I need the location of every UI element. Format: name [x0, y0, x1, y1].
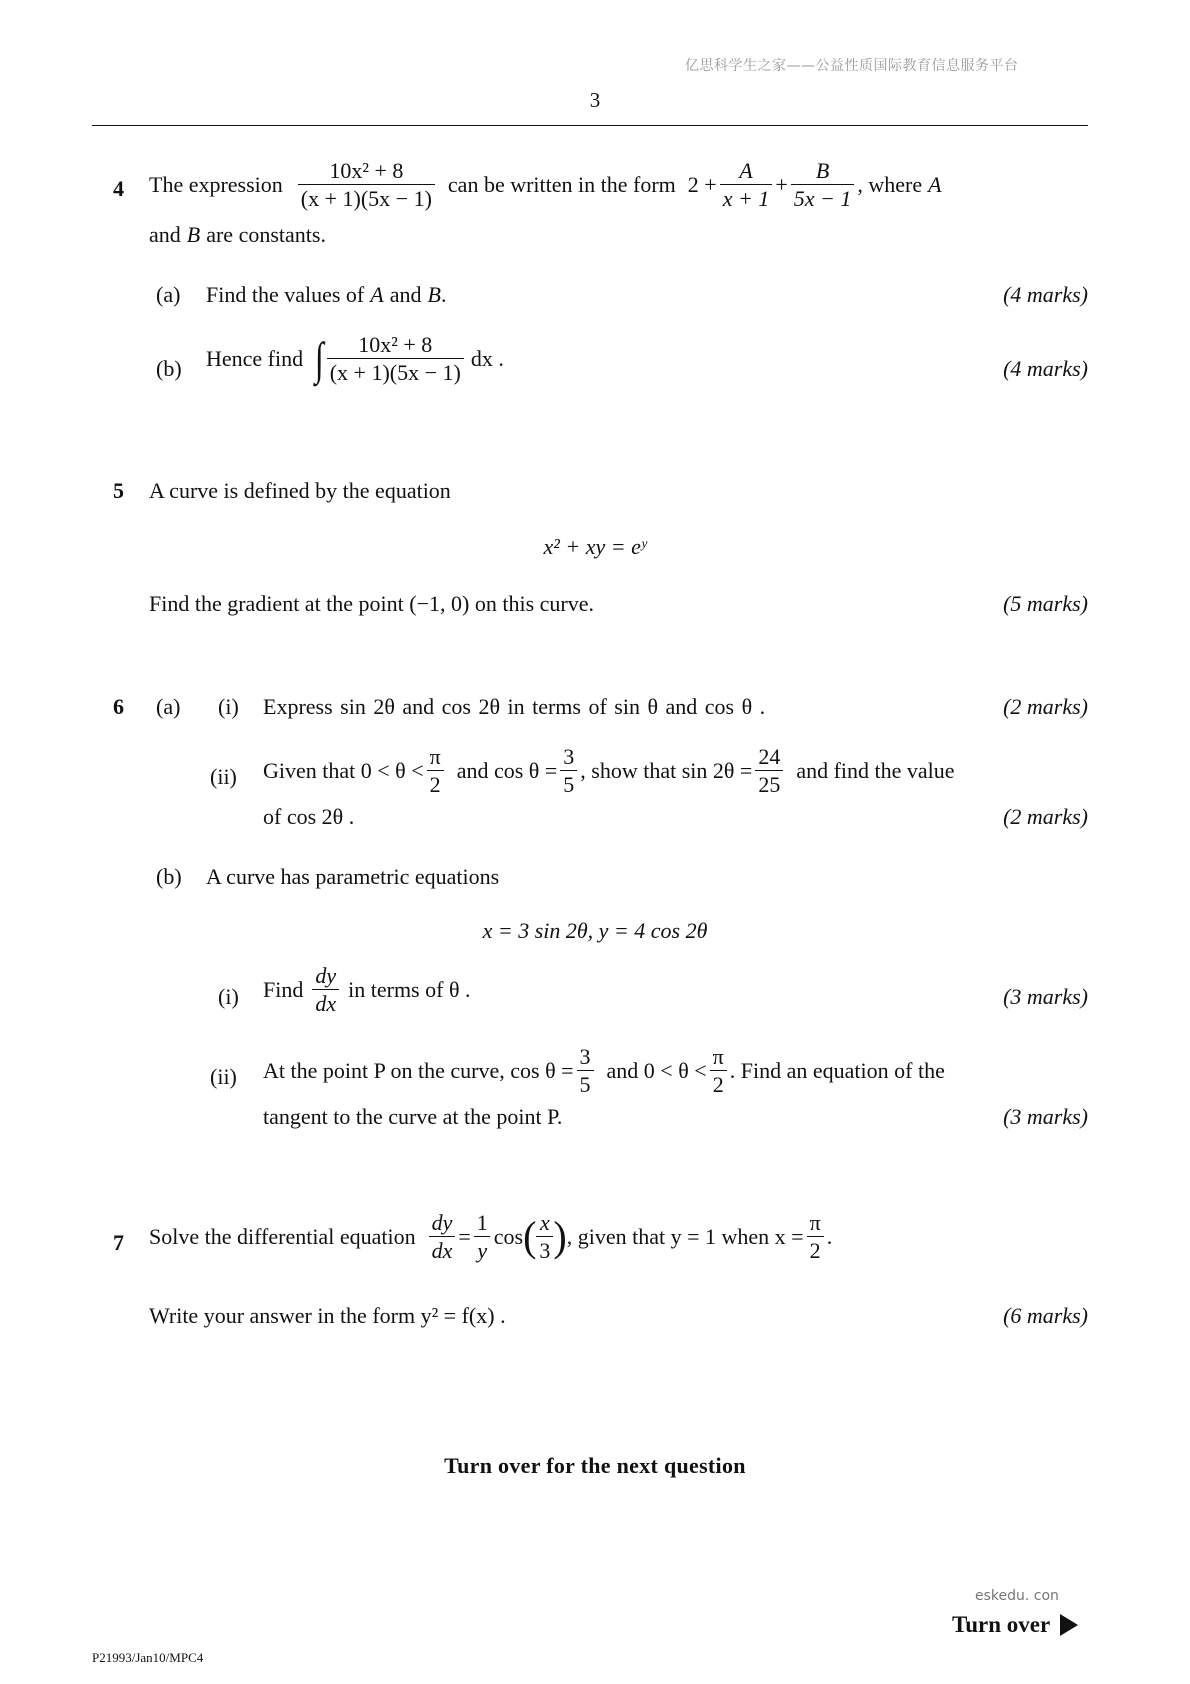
q4a-and: and [389, 282, 422, 307]
q4-where-var: A [928, 171, 942, 197]
three: 3 [536, 1236, 553, 1263]
q4-intro: The expression [149, 171, 283, 197]
q7-line-1 [149, 1210, 832, 1264]
five: 5 [560, 770, 577, 797]
q7-marks: (6 marks) [1003, 1303, 1088, 1328]
q4b-denominator: (x + 1)(5x − 1) [327, 358, 464, 385]
q7-given: , given that y = 1 when x = [566, 1223, 804, 1249]
q4a-text [206, 282, 446, 308]
header-rule [92, 125, 1088, 126]
q4b-marks: (4 marks) [1003, 356, 1088, 381]
question-4-line-1 [149, 158, 942, 212]
three: 3 [563, 744, 575, 769]
q4a-dot: . [440, 282, 447, 307]
q6bii-find: . Find an equation of the [729, 1057, 945, 1083]
q6aii-and: and cos θ = [456, 757, 558, 783]
dy: dy [315, 963, 337, 988]
q6bi-find: Find [263, 976, 304, 1002]
q4-plus: + [775, 171, 788, 197]
q6aii-pi-over-2 [427, 744, 444, 798]
q6aii-line-2: of cos 2θ . [263, 804, 355, 829]
two: 2 [807, 1236, 824, 1263]
q4a-marks: (4 marks) [1003, 282, 1088, 307]
cos: cos [493, 1223, 524, 1249]
q6b-text: A curve has parametric equations [206, 864, 500, 889]
q6bii-3-over-5 [577, 1044, 594, 1098]
q6aii-label: (ii) [210, 764, 237, 789]
watermark-text: 亿思科学生之家——公益性质国际教育信息服务平台 [685, 58, 1019, 74]
q6bi-rest: in terms of θ . [348, 976, 471, 1002]
q4-den2: 5x − 1 [791, 184, 855, 211]
q6bii-label: (ii) [210, 1064, 237, 1089]
turn-over-label: Turn over [952, 1612, 1051, 1637]
q7-x-over-3 [536, 1210, 553, 1264]
five: 5 [577, 1070, 594, 1097]
q6bi-dy-dx [312, 963, 339, 1017]
q5-find: Find the gradient at the point (−1, 0) on this curve. [149, 591, 594, 616]
q7-1-over-y [474, 1210, 491, 1264]
two: 2 [710, 1070, 727, 1097]
q5-marks: (5 marks) [1003, 591, 1088, 616]
q7-dy-dx [429, 1210, 456, 1264]
integral-sign-icon: ∫ [315, 332, 324, 384]
q6ai-label: (i) [218, 694, 239, 719]
question-4-number: 4 [113, 176, 124, 201]
q4-line2-B: B [186, 222, 201, 247]
paper-code: P21993/Jan10/MPC4 [92, 1650, 204, 1665]
q4-fraction-numerator: 10x² + 8 [329, 158, 404, 183]
right-paren-icon: ) [553, 1212, 567, 1260]
one: 1 [476, 1210, 488, 1235]
dx: dx [429, 1236, 456, 1263]
play-arrow-icon [1060, 1614, 1078, 1636]
q4-fraction-denominator: (x + 1)(5x − 1) [298, 184, 435, 211]
q5-equation: x² + xy = eʸ [543, 534, 647, 559]
pi: π [429, 744, 441, 769]
q4a-label: (a) [156, 282, 181, 307]
q4-fraction [298, 158, 435, 212]
pi: π [712, 1044, 724, 1069]
q4-fraction-B [791, 158, 855, 212]
q6a-label: (a) [156, 694, 181, 719]
question-4-line-2 [149, 222, 326, 248]
two: 2 [427, 770, 444, 797]
q6aii-given: Given that 0 < θ < [263, 757, 424, 783]
q6b-equation: x = 3 sin 2θ, y = 4 cos 2θ [482, 918, 708, 943]
q6bii-and: and 0 < θ < [606, 1057, 707, 1083]
y: y [474, 1236, 490, 1263]
q4b-text-main: Hence find [206, 345, 304, 371]
q6aii-line-1 [263, 744, 955, 798]
x: x [540, 1210, 550, 1235]
equals: = [458, 1223, 471, 1249]
q4b-label: (b) [156, 356, 182, 381]
q4-line2-rest: are constants. [206, 222, 326, 247]
q4-where: , where [857, 171, 923, 197]
dx: dx [312, 989, 339, 1016]
q6bi-label: (i) [218, 984, 239, 1009]
q6aii-24-over-25 [755, 744, 783, 798]
q4-A: A [739, 158, 753, 183]
q6bii-line-1 [263, 1044, 945, 1098]
q6bii-line-2: tangent to the curve at the point P. [263, 1104, 563, 1129]
page-number: 3 [589, 88, 601, 112]
q4b-dx: dx . [470, 345, 504, 371]
q4a-text-main: Find the values of [206, 282, 365, 307]
question-5-number: 5 [113, 478, 124, 503]
q7-pi-over-2 [807, 1210, 824, 1264]
q6ai-marks: (2 marks) [1003, 694, 1088, 719]
twenty-five: 25 [755, 770, 783, 797]
q5-text: A curve is defined by the equation [149, 478, 451, 503]
q6bii-pi-over-2 [710, 1044, 727, 1098]
q7-line-2: Write your answer in the form y² = f(x) . [149, 1303, 506, 1328]
q6aii-end: and find the value [796, 757, 955, 783]
q4-fraction-A [720, 158, 773, 212]
q6bi-marks: (3 marks) [1003, 984, 1088, 1009]
q4b-text [206, 332, 504, 386]
dy: dy [431, 1210, 453, 1235]
q4-mid-text: can be written in the form [447, 171, 676, 197]
q6aii-show: , show that sin 2θ = [580, 757, 753, 783]
q4b-numerator: 10x² + 8 [358, 332, 433, 357]
q6bii-text: At the point P on the curve, cos θ = [263, 1057, 574, 1083]
twenty-four: 24 [758, 744, 781, 769]
q6aii-3-over-5 [560, 744, 577, 798]
q7-text: Solve the differential equation [149, 1223, 416, 1249]
q4a-B: B [427, 282, 441, 307]
q4-line2-and: and [149, 222, 181, 247]
dot: . [826, 1223, 833, 1249]
question-7-number: 7 [113, 1230, 124, 1255]
q4b-fraction [327, 332, 464, 386]
q4-form-const: 2 + [687, 171, 717, 197]
q6ai-text: Express sin 2θ and cos 2θ in terms of sin θ and cos θ . [263, 694, 766, 719]
next-question-note: Turn over for the next question [444, 1453, 746, 1478]
q4a-A: A [370, 282, 384, 307]
question-6-number: 6 [113, 694, 124, 719]
turn-over [952, 1612, 1078, 1638]
left-paren-icon: ( [523, 1212, 537, 1260]
q6b-label: (b) [156, 864, 182, 889]
three: 3 [579, 1044, 591, 1069]
pi: π [809, 1210, 821, 1235]
q6bii-marks: (3 marks) [1003, 1104, 1088, 1129]
q4-B: B [815, 158, 830, 183]
q4-den1: x + 1 [720, 184, 773, 211]
q6bi-text [263, 963, 470, 1017]
site-watermark: eskedu. con [975, 1588, 1059, 1604]
q6aii-marks: (2 marks) [1003, 804, 1088, 829]
